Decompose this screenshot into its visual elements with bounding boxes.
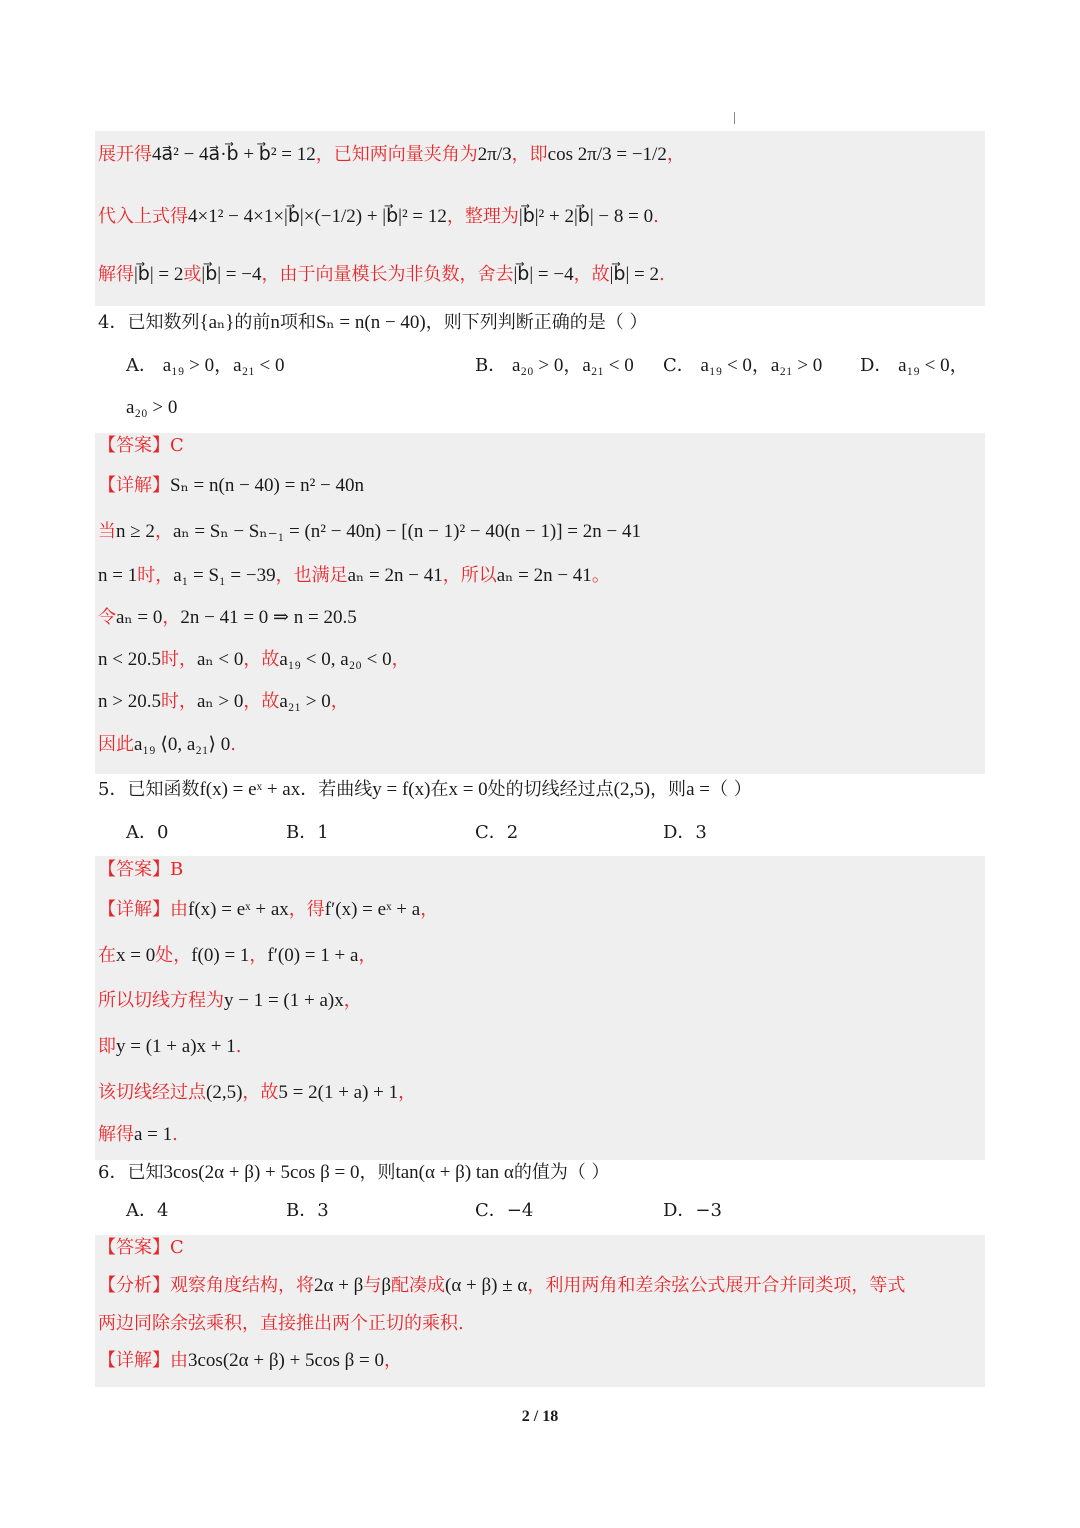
q5-option-b: B．1	[286, 822, 329, 843]
q5-option-c: C．2	[475, 822, 519, 843]
q4-option-d-cont: a₂₀ > 0	[126, 397, 178, 418]
q5-answer: 【答案】B	[98, 859, 184, 880]
q4-option-d: D． a₁₉ < 0，	[860, 355, 969, 376]
q4-detail-5: n < 20.5时，aₙ < 0，故a₁₉ < 0, a₂₀ < 0，	[98, 649, 410, 670]
q4-option-a: A． a₁₉ > 0，a₂₁ < 0	[126, 355, 285, 376]
q6-stem: 6．已知3cos(2α + β) + 5cos β = 0，则tan(α + β) tan α的值为（ ）	[98, 1162, 610, 1183]
q4-answer: 【答案】C	[98, 435, 184, 456]
q4-detail-2: 当n ≥ 2，aₙ = Sₙ − Sₙ₋₁ = (n² − 40n) − [(n − 1)² − 40(n − 1)] = 2n − 41	[98, 521, 641, 542]
q6-detail-1: 【详解】由3cos(2α + β) + 5cos β = 0，	[98, 1350, 402, 1371]
q6-analysis-2: 两边同除余弦乘积，直接推出两个正切的乘积.	[98, 1313, 464, 1334]
q5-detail-4: 即y = (1 + a)x + 1.	[98, 1036, 242, 1057]
q4-detail-7: 因此a₁₉ ⟨0, a₂₁⟩ 0.	[98, 734, 236, 755]
q4-detail-6: n > 20.5时，aₙ > 0，故a₂₁ > 0，	[98, 691, 349, 712]
q4-option-b: B． a₂₀ > 0，a₂₁ < 0	[475, 355, 634, 376]
q5-detail-2: 在x = 0处，f(0) = 1，f′(0) = 1 + a，	[98, 945, 377, 966]
prev-solution-line-3: 解得|b⃗| = 2或|b⃗| = −4，由于向量模长为非负数，舍去|b⃗| = −4，故|b⃗| = 2.	[98, 264, 665, 285]
q6-answer: 【答案】C	[98, 1237, 184, 1258]
q5-option-d: D．3	[663, 822, 707, 843]
q6-option-a: A．4	[126, 1200, 169, 1221]
q5-detail-1: 【详解】由f(x) = eˣ + ax，得f′(x) = eˣ + a，	[98, 899, 439, 920]
q5-detail-6: 解得a = 1.	[98, 1124, 178, 1145]
q6-option-d: D．−3	[663, 1200, 722, 1221]
q5-detail-3: 所以切线方程为y − 1 = (1 + a)x，	[98, 990, 362, 1011]
q4-detail-3: n = 1时，a₁ = S₁ = −39，也满足aₙ = 2n − 41，所以aₙ = 2n − 41。	[98, 565, 610, 586]
q4-stem: 4．已知数列{aₙ}的前n项和Sₙ = n(n − 40)，则下列判断正确的是（ ）	[98, 312, 648, 333]
q6-option-b: B．3	[286, 1200, 329, 1221]
prev-solution-line-2: 代入上式得4×1² − 4×1×|b⃗|×(−1/2) + |b⃗|² = 12，整理为|b⃗|² + 2|b⃗| − 8 = 0.	[98, 206, 659, 227]
q5-stem: 5．已知函数f(x) = eˣ + ax．若曲线y = f(x)在x = 0处的切线经过点(2,5)，则a =（ ）	[98, 779, 752, 800]
q6-analysis-1: 【分析】观察角度结构，将2α + β与β配凑成(α + β) ± α，利用两角和差余弦公式展开合并同类项，等式	[98, 1275, 906, 1296]
prev-solution-line-1: 展开得4a⃗² − 4a⃗·b⃗ + b⃗² = 12，已知两向量夹角为2π/3，即cos 2π/3 = −1/2，	[98, 144, 685, 165]
q5-option-a: A．0	[126, 822, 169, 843]
q4-detail-4: 令aₙ = 0，2n − 41 = 0 ⇒ n = 20.5	[98, 607, 357, 628]
q5-detail-5: 该切线经过点(2,5)，故5 = 2(1 + a) + 1，	[98, 1082, 417, 1103]
q4-option-c: C． a₁₉ < 0，a₂₁ > 0	[663, 355, 823, 376]
page-number: 2 / 18	[521, 1408, 559, 1425]
q6-option-c: C．−4	[475, 1200, 534, 1221]
page-mark	[734, 112, 735, 124]
q4-detail-1: 【详解】Sₙ = n(n − 40) = n² − 40n	[98, 475, 364, 496]
